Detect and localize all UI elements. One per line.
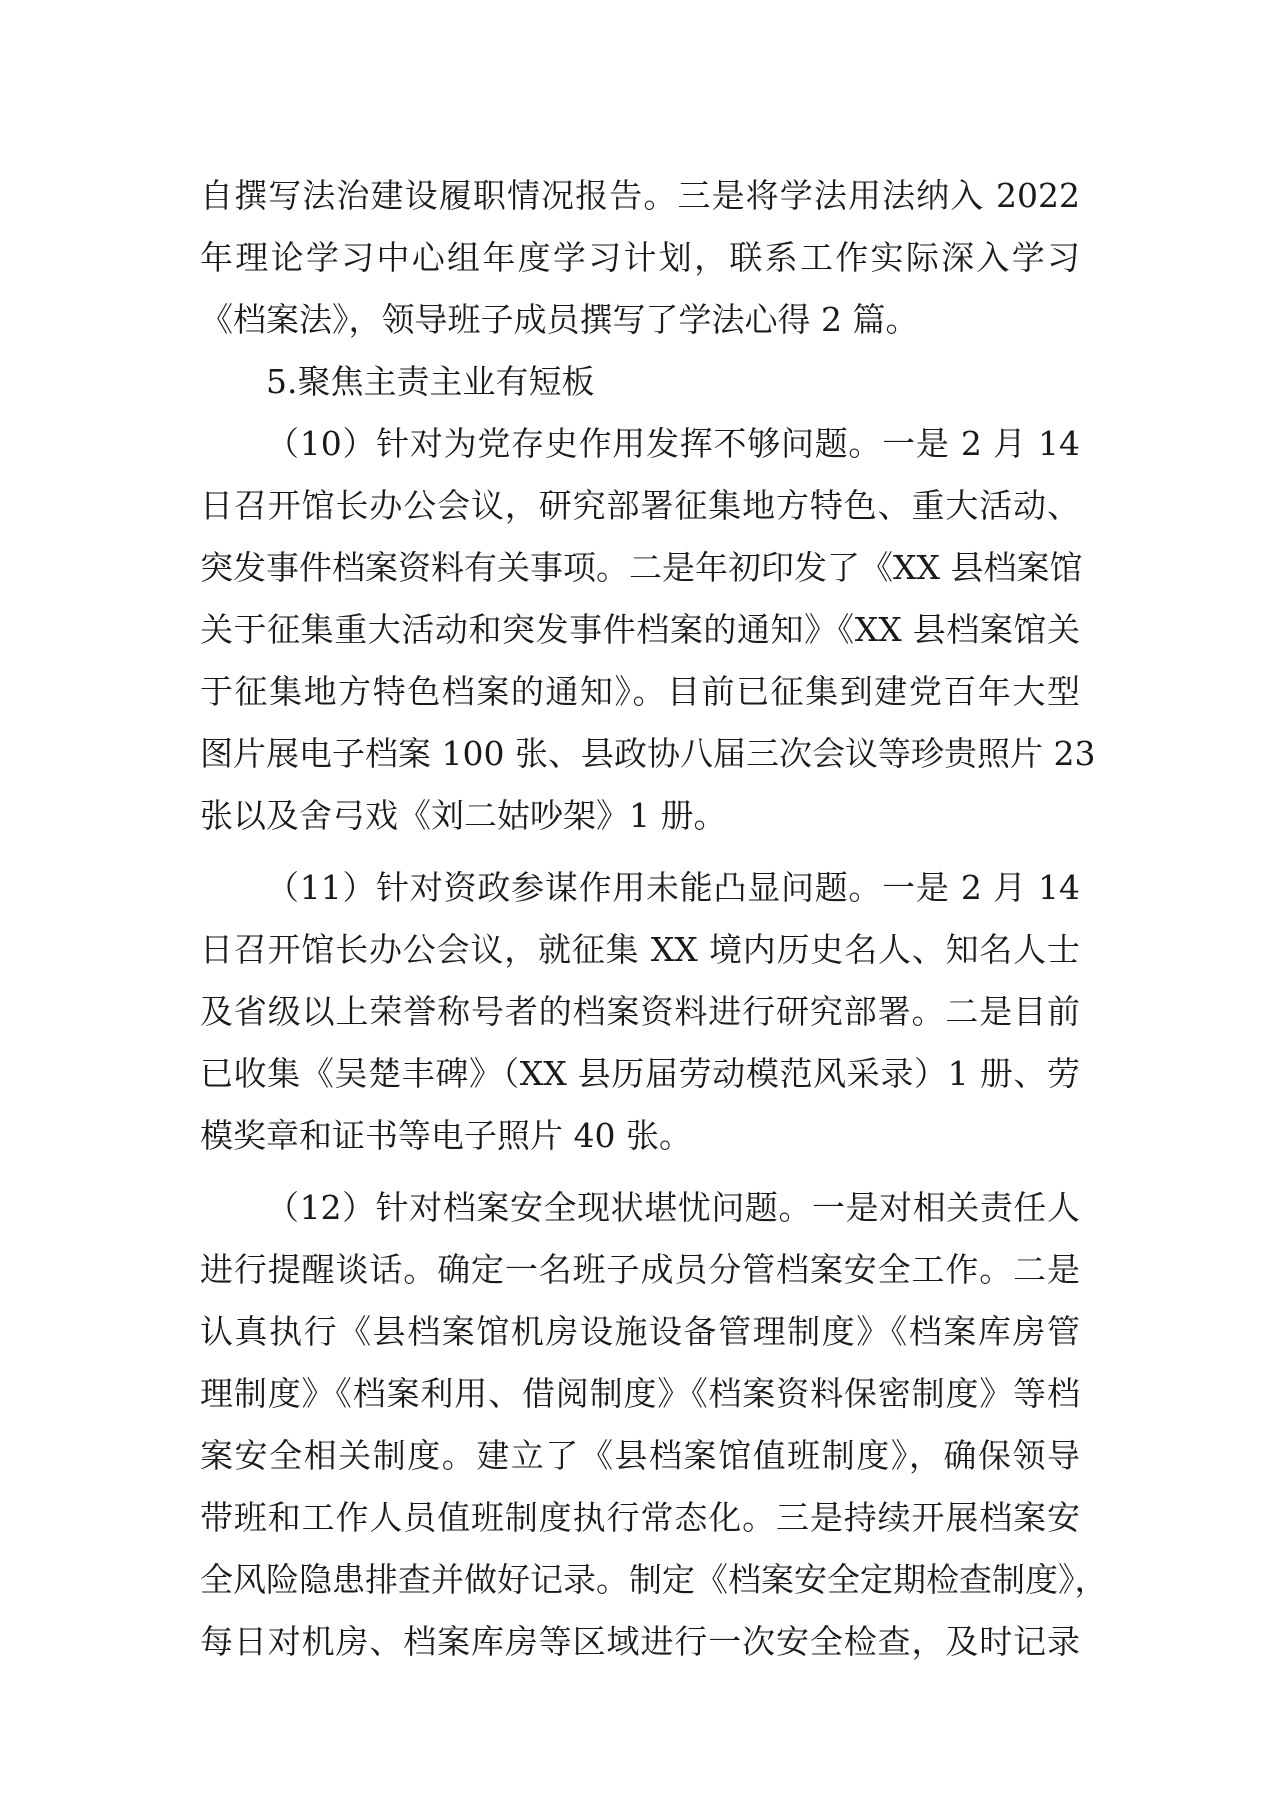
text-line: （10）针对为党存史作用发挥不够问题。一是 2 月 14 <box>266 424 1080 463</box>
text-line: 理制度》《档案利用、借阅制度》《档案资料保密制度》等档 <box>200 1374 1080 1413</box>
text-line: 日召开馆长办公会议，就征集 XX 境内历史名人、知名人士 <box>200 930 1080 969</box>
paragraph-11 <box>200 857 1080 1167</box>
text-line: 进行提醒谈话。确定一名班子成员分管档案安全工作。二是 <box>200 1250 1080 1289</box>
text-line: 已收集《吴楚丰碑》（XX 县历届劳动模范风采录）1 册、劳 <box>200 1054 1080 1093</box>
text-line: 《档案法》，领导班子成员撰写了学法心得 2 篇。 <box>200 300 919 339</box>
text-line: 案安全相关制度。建立了《县档案馆值班制度》，确保领导 <box>200 1436 1080 1475</box>
text-line: （12）针对档案安全现状堪忧问题。一是对相关责任人 <box>266 1188 1080 1227</box>
text-line: 带班和工作人员值班制度执行常态化。三是持续开展档案安 <box>200 1498 1080 1537</box>
text-line: 年理论学习中心组年度学习计划，联系工作实际深入学习 <box>200 238 1080 277</box>
text-line: 认真执行《县档案馆机房设施设备管理制度》《档案库房管 <box>200 1312 1080 1351</box>
paragraph-continued <box>200 165 1080 351</box>
section-heading <box>200 351 1080 413</box>
text-line: （11）针对资政参谋作用未能凸显问题。一是 2 月 14 <box>266 868 1080 907</box>
text-line: 于征集地方特色档案的通知》。目前已征集到建党百年大型 <box>200 672 1080 711</box>
text-line: 及省级以上荣誉称号者的档案资料进行研究部署。二是目前 <box>200 992 1080 1031</box>
text-line: 关于征集重大活动和突发事件档案的通知》《XX 县档案馆关 <box>200 610 1080 649</box>
heading-text: 5.聚焦主责主业有短板 <box>266 362 595 401</box>
paragraph-12 <box>200 1177 1108 1673</box>
text-line: 张以及舍弓戏《刘二姑吵架》1 册。 <box>200 796 727 835</box>
text-line: 自撰写法治建设履职情况报告。三是将学法用法纳入 2022 <box>200 176 1080 215</box>
text-line: 全风险隐患排查并做好记录。制定《档案安全定期检查制度》， <box>200 1560 1108 1599</box>
document-body <box>200 165 1108 1673</box>
text-line: 模奖章和证书等电子照片 40 张。 <box>200 1116 692 1155</box>
text-line: 图片展电子档案 100 张、县政协八届三次会议等珍贵照片 23 <box>200 734 1096 773</box>
text-line: 每日对机房、档案库房等区域进行一次安全检查，及时记录 <box>200 1622 1080 1661</box>
paragraph-10 <box>200 413 1096 847</box>
text-line: 突发事件档案资料有关事项。二是年初印发了《XX 县档案馆 <box>200 548 1083 587</box>
text-line: 日召开馆长办公会议，研究部署征集地方特色、重大活动、 <box>200 486 1080 525</box>
